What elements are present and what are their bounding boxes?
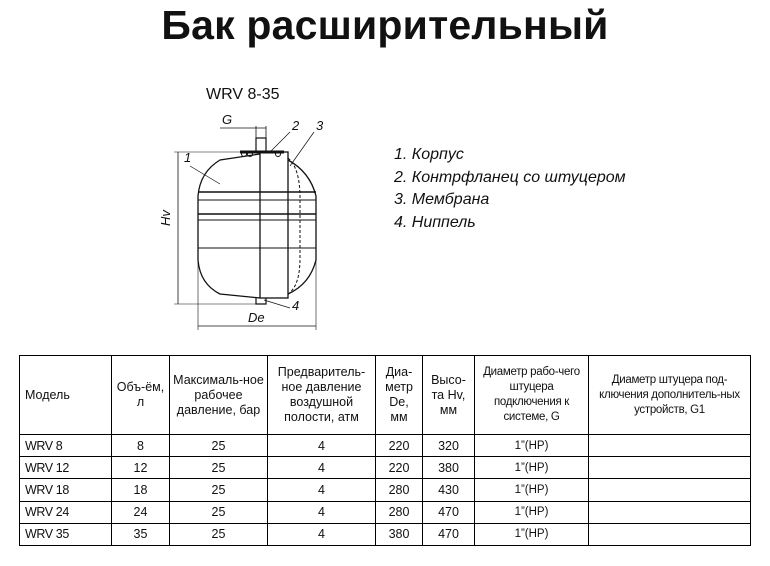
cell-diameter: 380: [376, 523, 423, 545]
table-row: [20, 523, 751, 545]
header-diameter: Диа-метр De, мм: [376, 356, 423, 435]
cell-volume: 18: [112, 479, 170, 501]
cell-diameter: 280: [376, 479, 423, 501]
connection-fitting: [256, 138, 266, 152]
cell-diameter: 280: [376, 501, 423, 523]
dim-hv-label: Hv: [158, 210, 173, 226]
header-precharge: Предваритель-ное давление воздушной полости, атм: [268, 356, 376, 435]
cell-model: WRV 18: [20, 479, 112, 501]
membrane-line: [288, 158, 300, 294]
table-row: [20, 435, 751, 457]
header-height: Высо-та Hv, мм: [423, 356, 475, 435]
cell-model: WRV 24: [20, 501, 112, 523]
table-row: [20, 501, 751, 523]
cell-model: WRV 35: [20, 523, 112, 545]
cell-height: 470: [423, 501, 475, 523]
legend-item: 3. Мембрана: [394, 191, 490, 208]
cell-model: WRV 8: [20, 435, 112, 457]
legend-item: 2. Контрфланец со штуцером: [394, 168, 626, 186]
cell-connection-g: 1”(НР): [475, 435, 589, 457]
tank-flange: [260, 152, 288, 298]
cell-height: 470: [423, 523, 475, 545]
cell-connection-g: 1”(НР): [475, 479, 589, 501]
cell-volume: 12: [112, 457, 170, 479]
cell-connection-g1: [589, 523, 751, 545]
table-row: [20, 457, 751, 479]
cell-connection-g1: [589, 457, 751, 479]
nipple: [256, 298, 266, 304]
cell-max-pressure: 25: [170, 435, 268, 457]
cell-diameter: 220: [376, 457, 423, 479]
cell-volume: 35: [112, 523, 170, 545]
callout-2: 2: [292, 118, 300, 133]
callout-3: 3: [316, 118, 324, 133]
cell-volume: 24: [112, 501, 170, 523]
page-title: Бак расширительный: [161, 2, 609, 48]
table-header-row: [20, 356, 751, 435]
cell-height: 430: [423, 479, 475, 501]
cell-connection-g1: [589, 479, 751, 501]
header-connection-g: Диаметр рабо-чего штуцера подключения к системе, G: [475, 356, 589, 435]
cell-volume: 8: [112, 435, 170, 457]
header-connection-g1: Диаметр штуцера под-ключения дополнитель-ных устройств, G1: [589, 356, 751, 435]
tank-right-outline: [288, 160, 316, 294]
cell-height: 380: [423, 457, 475, 479]
spec-table: [19, 355, 751, 546]
cell-connection-g1: [589, 435, 751, 457]
cell-model: WRV 12: [20, 457, 112, 479]
cell-precharge: 4: [268, 523, 376, 545]
tank-body-outline: [198, 154, 260, 298]
cell-diameter: 220: [376, 435, 423, 457]
cell-max-pressure: 25: [170, 457, 268, 479]
cell-max-pressure: 25: [170, 523, 268, 545]
legend-item: 1. Корпус: [394, 146, 464, 163]
cell-connection-g: 1”(НР): [475, 457, 589, 479]
tank-technical-drawing: [150, 108, 360, 338]
parts-legend: [394, 144, 626, 234]
callout-4: 4: [292, 298, 300, 313]
header-max-pressure: Максималь-ное рабочее давление, бар: [170, 356, 268, 435]
cell-max-pressure: 25: [170, 479, 268, 501]
cell-precharge: 4: [268, 435, 376, 457]
header-model: Модель: [20, 356, 112, 435]
cell-max-pressure: 25: [170, 501, 268, 523]
cell-connection-g: 1”(НР): [475, 523, 589, 545]
cell-precharge: 4: [268, 479, 376, 501]
cell-precharge: 4: [268, 457, 376, 479]
cell-connection-g: 1”(НР): [475, 501, 589, 523]
table-row: [20, 479, 751, 501]
dim-g-label: G: [222, 112, 233, 127]
cell-height: 320: [423, 435, 475, 457]
cell-precharge: 4: [268, 501, 376, 523]
model-series-label: WRV 8-35: [206, 86, 280, 103]
cell-connection-g1: [589, 501, 751, 523]
dim-de-label: De: [248, 310, 265, 325]
header-volume: Объ-ём, л: [112, 356, 170, 435]
legend-item: 4. Ниппель: [394, 213, 476, 231]
callout-1: 1: [184, 150, 192, 165]
